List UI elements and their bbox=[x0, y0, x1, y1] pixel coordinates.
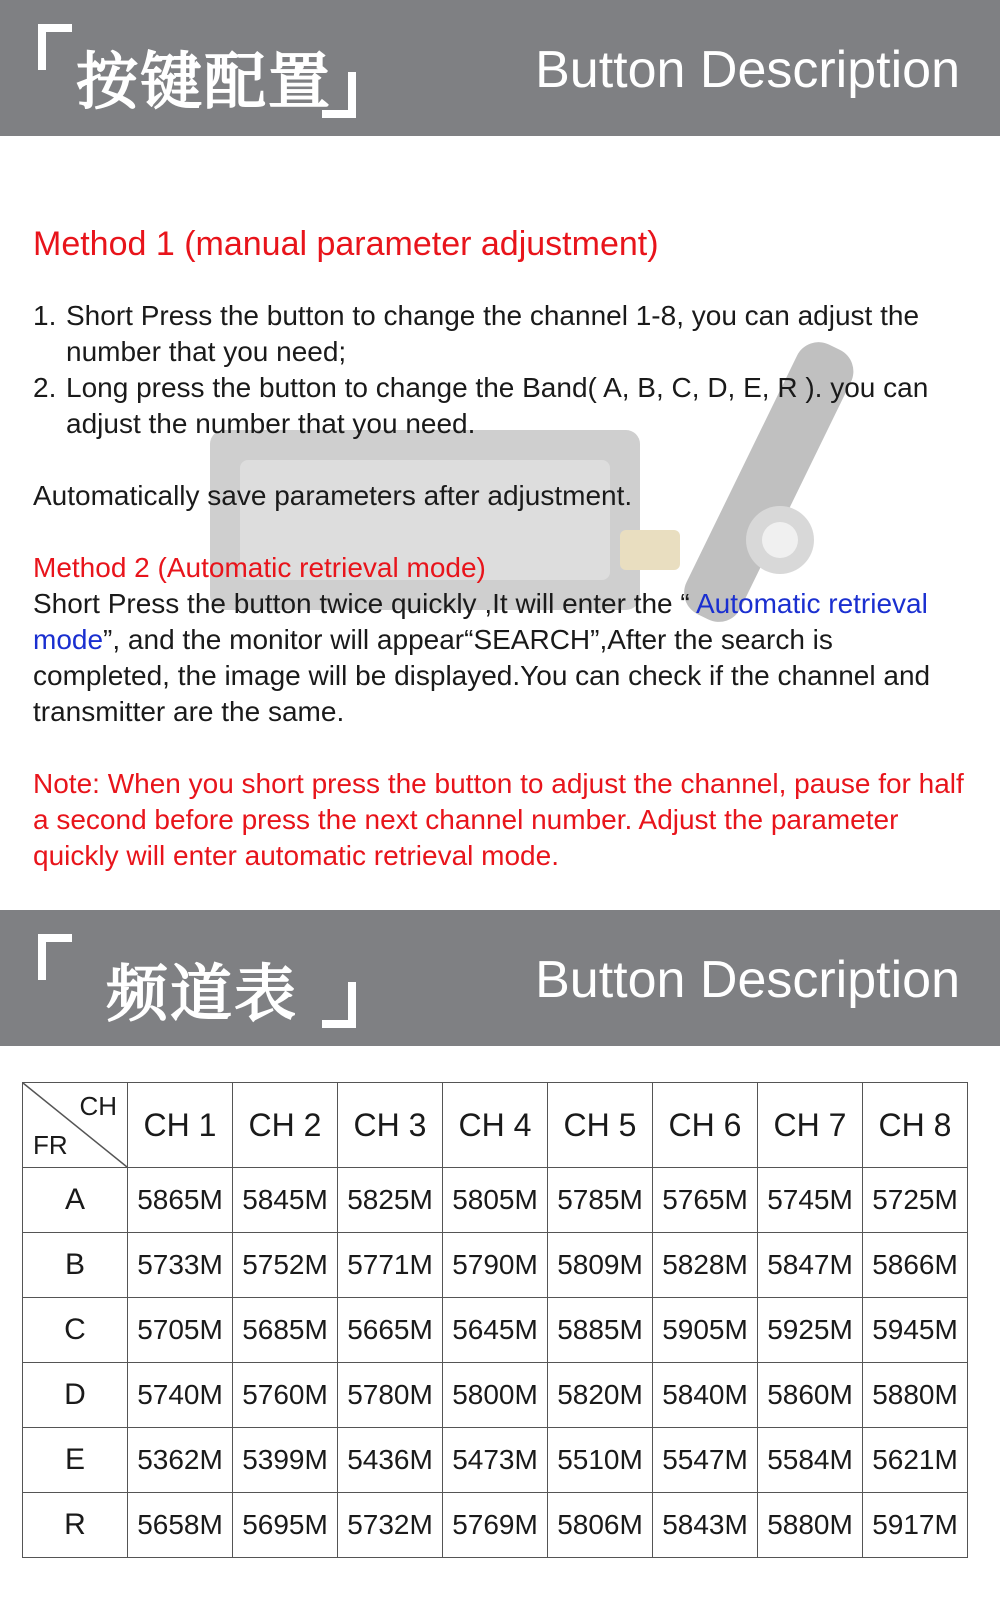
frequency-cell: 5547M bbox=[653, 1428, 758, 1493]
table-header-row bbox=[23, 1083, 968, 1168]
frequency-cell: 5752M bbox=[233, 1233, 338, 1298]
frequency-cell: 5860M bbox=[758, 1363, 863, 1428]
band-label: D bbox=[23, 1363, 128, 1428]
table-row bbox=[23, 1233, 968, 1298]
bracket-open-icon bbox=[38, 934, 72, 980]
column-header: CH 1 bbox=[128, 1083, 233, 1168]
frequency-cell: 5769M bbox=[443, 1493, 548, 1558]
auto-save-text: Automatically save parameters after adjustment. bbox=[33, 480, 633, 511]
column-header: CH 3 bbox=[338, 1083, 443, 1168]
method2-text-b: ”, and the monitor will appear“SEARCH”,After the search is completed, the image will be displayed.You can check if the channel and transmitter are the same. bbox=[33, 624, 931, 727]
english-title: Button Description bbox=[535, 41, 960, 99]
table-row bbox=[23, 1428, 968, 1493]
frequency-cell: 5685M bbox=[233, 1298, 338, 1363]
corner-fr-label: FR bbox=[33, 1130, 68, 1160]
frequency-cell: 5847M bbox=[758, 1233, 863, 1298]
frequency-cell: 5771M bbox=[338, 1233, 443, 1298]
list-number: 2. bbox=[33, 372, 57, 403]
frequency-cell: 5695M bbox=[233, 1493, 338, 1558]
frequency-cell: 5399M bbox=[233, 1428, 338, 1493]
frequency-cell: 5510M bbox=[548, 1428, 653, 1493]
frequency-cell: 5866M bbox=[863, 1233, 968, 1298]
bracket-open-icon bbox=[38, 24, 72, 70]
frequency-table bbox=[22, 1082, 968, 1558]
frequency-cell: 5925M bbox=[758, 1298, 863, 1363]
list-item bbox=[33, 298, 973, 370]
frequency-cell: 5733M bbox=[128, 1233, 233, 1298]
method2-title: Method 2 (Automatic retrieval mode) bbox=[33, 552, 486, 583]
frequency-table-container bbox=[22, 1082, 968, 1558]
frequency-cell: 5905M bbox=[653, 1298, 758, 1363]
band-label: B bbox=[23, 1233, 128, 1298]
frequency-cell: 5725M bbox=[863, 1168, 968, 1233]
frequency-cell: 5473M bbox=[443, 1428, 548, 1493]
frequency-cell: 5780M bbox=[338, 1363, 443, 1428]
frequency-cell: 5825M bbox=[338, 1168, 443, 1233]
list-item bbox=[33, 370, 973, 442]
list-text: Short Press the button to change the channel 1-8, you can adjust the number that you need; bbox=[66, 300, 920, 367]
frequency-cell: 5865M bbox=[128, 1168, 233, 1233]
chinese-title: 频道表 bbox=[106, 957, 299, 1030]
list-text: Long press the button to change the Band( A, B, C, D, E, R ). you can adjust the number that you need. bbox=[66, 372, 929, 439]
bracket-close-icon bbox=[322, 982, 356, 1028]
column-header: CH 4 bbox=[443, 1083, 548, 1168]
corner-ch-label: CH bbox=[79, 1091, 117, 1121]
table-row bbox=[23, 1298, 968, 1363]
frequency-cell: 5732M bbox=[338, 1493, 443, 1558]
header-banner-button-config bbox=[0, 0, 1000, 136]
frequency-cell: 5885M bbox=[548, 1298, 653, 1363]
frequency-cell: 5880M bbox=[863, 1363, 968, 1428]
band-label: E bbox=[23, 1428, 128, 1493]
frequency-cell: 5820M bbox=[548, 1363, 653, 1428]
frequency-cell: 5621M bbox=[863, 1428, 968, 1493]
frequency-cell: 5665M bbox=[338, 1298, 443, 1363]
note-text: Note: When you short press the button to adjust the channel, pause for half a second before press the next channel number. Adjust the parameter quickly will enter automatic retrieval mode. bbox=[33, 768, 964, 871]
column-header: CH 5 bbox=[548, 1083, 653, 1168]
frequency-cell: 5945M bbox=[863, 1298, 968, 1363]
frequency-cell: 5800M bbox=[443, 1363, 548, 1428]
band-label: C bbox=[23, 1298, 128, 1363]
column-header: CH 6 bbox=[653, 1083, 758, 1168]
frequency-cell: 5805M bbox=[443, 1168, 548, 1233]
frequency-cell: 5809M bbox=[548, 1233, 653, 1298]
frequency-cell: 5880M bbox=[758, 1493, 863, 1558]
column-header: CH 8 bbox=[863, 1083, 968, 1168]
method2-text-a: Short Press the button twice quickly ,It will enter the “ bbox=[33, 588, 696, 619]
table-row bbox=[23, 1363, 968, 1428]
frequency-cell: 5584M bbox=[758, 1428, 863, 1493]
frequency-cell: 5840M bbox=[653, 1363, 758, 1428]
method1-list bbox=[33, 298, 973, 442]
frequency-cell: 5917M bbox=[863, 1493, 968, 1558]
frequency-cell: 5740M bbox=[128, 1363, 233, 1428]
frequency-cell: 5843M bbox=[653, 1493, 758, 1558]
frequency-cell: 5806M bbox=[548, 1493, 653, 1558]
automatic-retrieval-mode-highlight: Automatic retrieval mode bbox=[33, 588, 928, 655]
band-label: R bbox=[23, 1493, 128, 1558]
frequency-cell: 5828M bbox=[653, 1233, 758, 1298]
table-row bbox=[23, 1168, 968, 1233]
english-title: Button Description bbox=[535, 951, 960, 1009]
frequency-cell: 5705M bbox=[128, 1298, 233, 1363]
frequency-cell: 5436M bbox=[338, 1428, 443, 1493]
frequency-cell: 5745M bbox=[758, 1168, 863, 1233]
column-header: CH 7 bbox=[758, 1083, 863, 1168]
list-number: 1. bbox=[33, 300, 57, 331]
bracket-close-icon bbox=[322, 72, 356, 118]
frequency-cell: 5645M bbox=[443, 1298, 548, 1363]
frequency-cell: 5362M bbox=[128, 1428, 233, 1493]
frequency-cell: 5785M bbox=[548, 1168, 653, 1233]
method2-text bbox=[33, 586, 973, 730]
header-banner-channel-table bbox=[0, 910, 1000, 1046]
method1-title: Method 1 (manual parameter adjustment) bbox=[33, 225, 659, 263]
column-header: CH 2 bbox=[233, 1083, 338, 1168]
frequency-cell: 5845M bbox=[233, 1168, 338, 1233]
chinese-title: 按键配置 bbox=[76, 45, 333, 118]
instructions bbox=[33, 222, 973, 874]
table-row bbox=[23, 1493, 968, 1558]
frequency-cell: 5658M bbox=[128, 1493, 233, 1558]
frequency-cell: 5790M bbox=[443, 1233, 548, 1298]
frequency-cell: 5760M bbox=[233, 1363, 338, 1428]
band-label: A bbox=[23, 1168, 128, 1233]
frequency-cell: 5765M bbox=[653, 1168, 758, 1233]
corner-cell bbox=[23, 1083, 128, 1168]
